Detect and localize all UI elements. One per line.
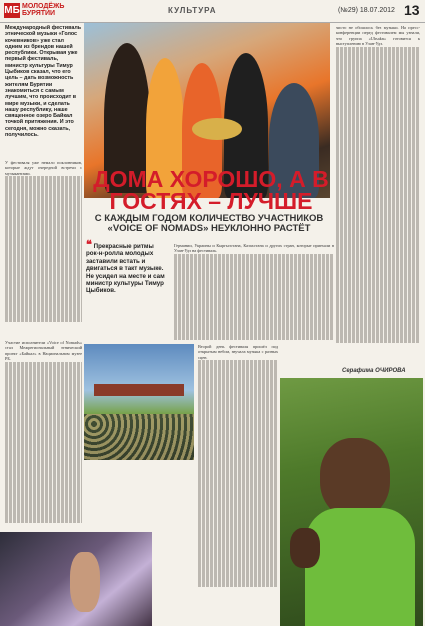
newspaper-logo: МБ: [4, 5, 20, 16]
bottom-middle-text: Второй день фестиваля прошёл под открытым небом, звучала музыка с разных сцен.: [198, 344, 278, 587]
middle-column-text: Германии, Украины и Кыргызстана, Казахстана и других стран, которые приехали в Улан-Удэ на фестиваль.: [174, 243, 334, 340]
issue-date: (№29) 18.07.2012: [338, 7, 395, 14]
page-number: 13: [404, 2, 420, 18]
section-rubric: КУЛЬТУРА: [168, 6, 217, 15]
byline: Серафима ОЧИРОВА: [342, 368, 406, 374]
headline: ДОМА ХОРОШО, А В ГОСТЯХ – ЛУЧШЕ: [93, 166, 329, 214]
subheadline: С КАЖДЫМ ГОДОМ КОЛИЧЕСТВО УЧАСТНИКОВ «VOICE OF NOMADS» НЕУКЛОННО РАСТЁТ: [94, 213, 324, 234]
musician-portrait-photo: [280, 378, 423, 626]
page-header: [0, 0, 425, 23]
right-column-text: чисто не обошлось без музыки. На пресс-конференции перед фестивалем мы узнали, что группа «Uhsakn» готовится к выступлению в Улан-Удэ.: [336, 25, 420, 343]
left-column-text: У фестиваля уже немало поклонников, которые ждут очередной встречи с музыкантами.: [5, 160, 82, 322]
festival-crowd-photo: [84, 344, 194, 460]
newspaper-brand: МОЛОДЁЖЬ БУРЯТИИ: [22, 3, 65, 17]
left-column-text-2: Участие исполнители «Voice of Nomads» стал Межрегиональный этнический проект «Байкал» в Национальном музее РБ.: [5, 340, 82, 523]
stage-performer-photo: [0, 532, 152, 626]
lead-paragraph: Международный фестиваль этнической музыки «Голос кочевников» уже стал одним из брендов нашей республики. Открывая уже первый фестиваль, министр культуры Тимур Цыбиков сказал, что его цель – дать возможность жителям Бурятии знакомиться с самым лучшим, что происходит в мире музыки, и сделать нашу республику, наше священное озеро Байкал точкой притяжения. И это сегодня, можно сказать, получилось.: [5, 25, 82, 139]
pull-quote: ❝ Прекрасные ритмы рок-н-ролла молодых заставили встать и двигаться в такт музыке. Не усидел на месте и сам министр культуры Тимур Цыбиков.: [86, 239, 165, 295]
quote-mark-icon: ❝: [86, 239, 92, 251]
